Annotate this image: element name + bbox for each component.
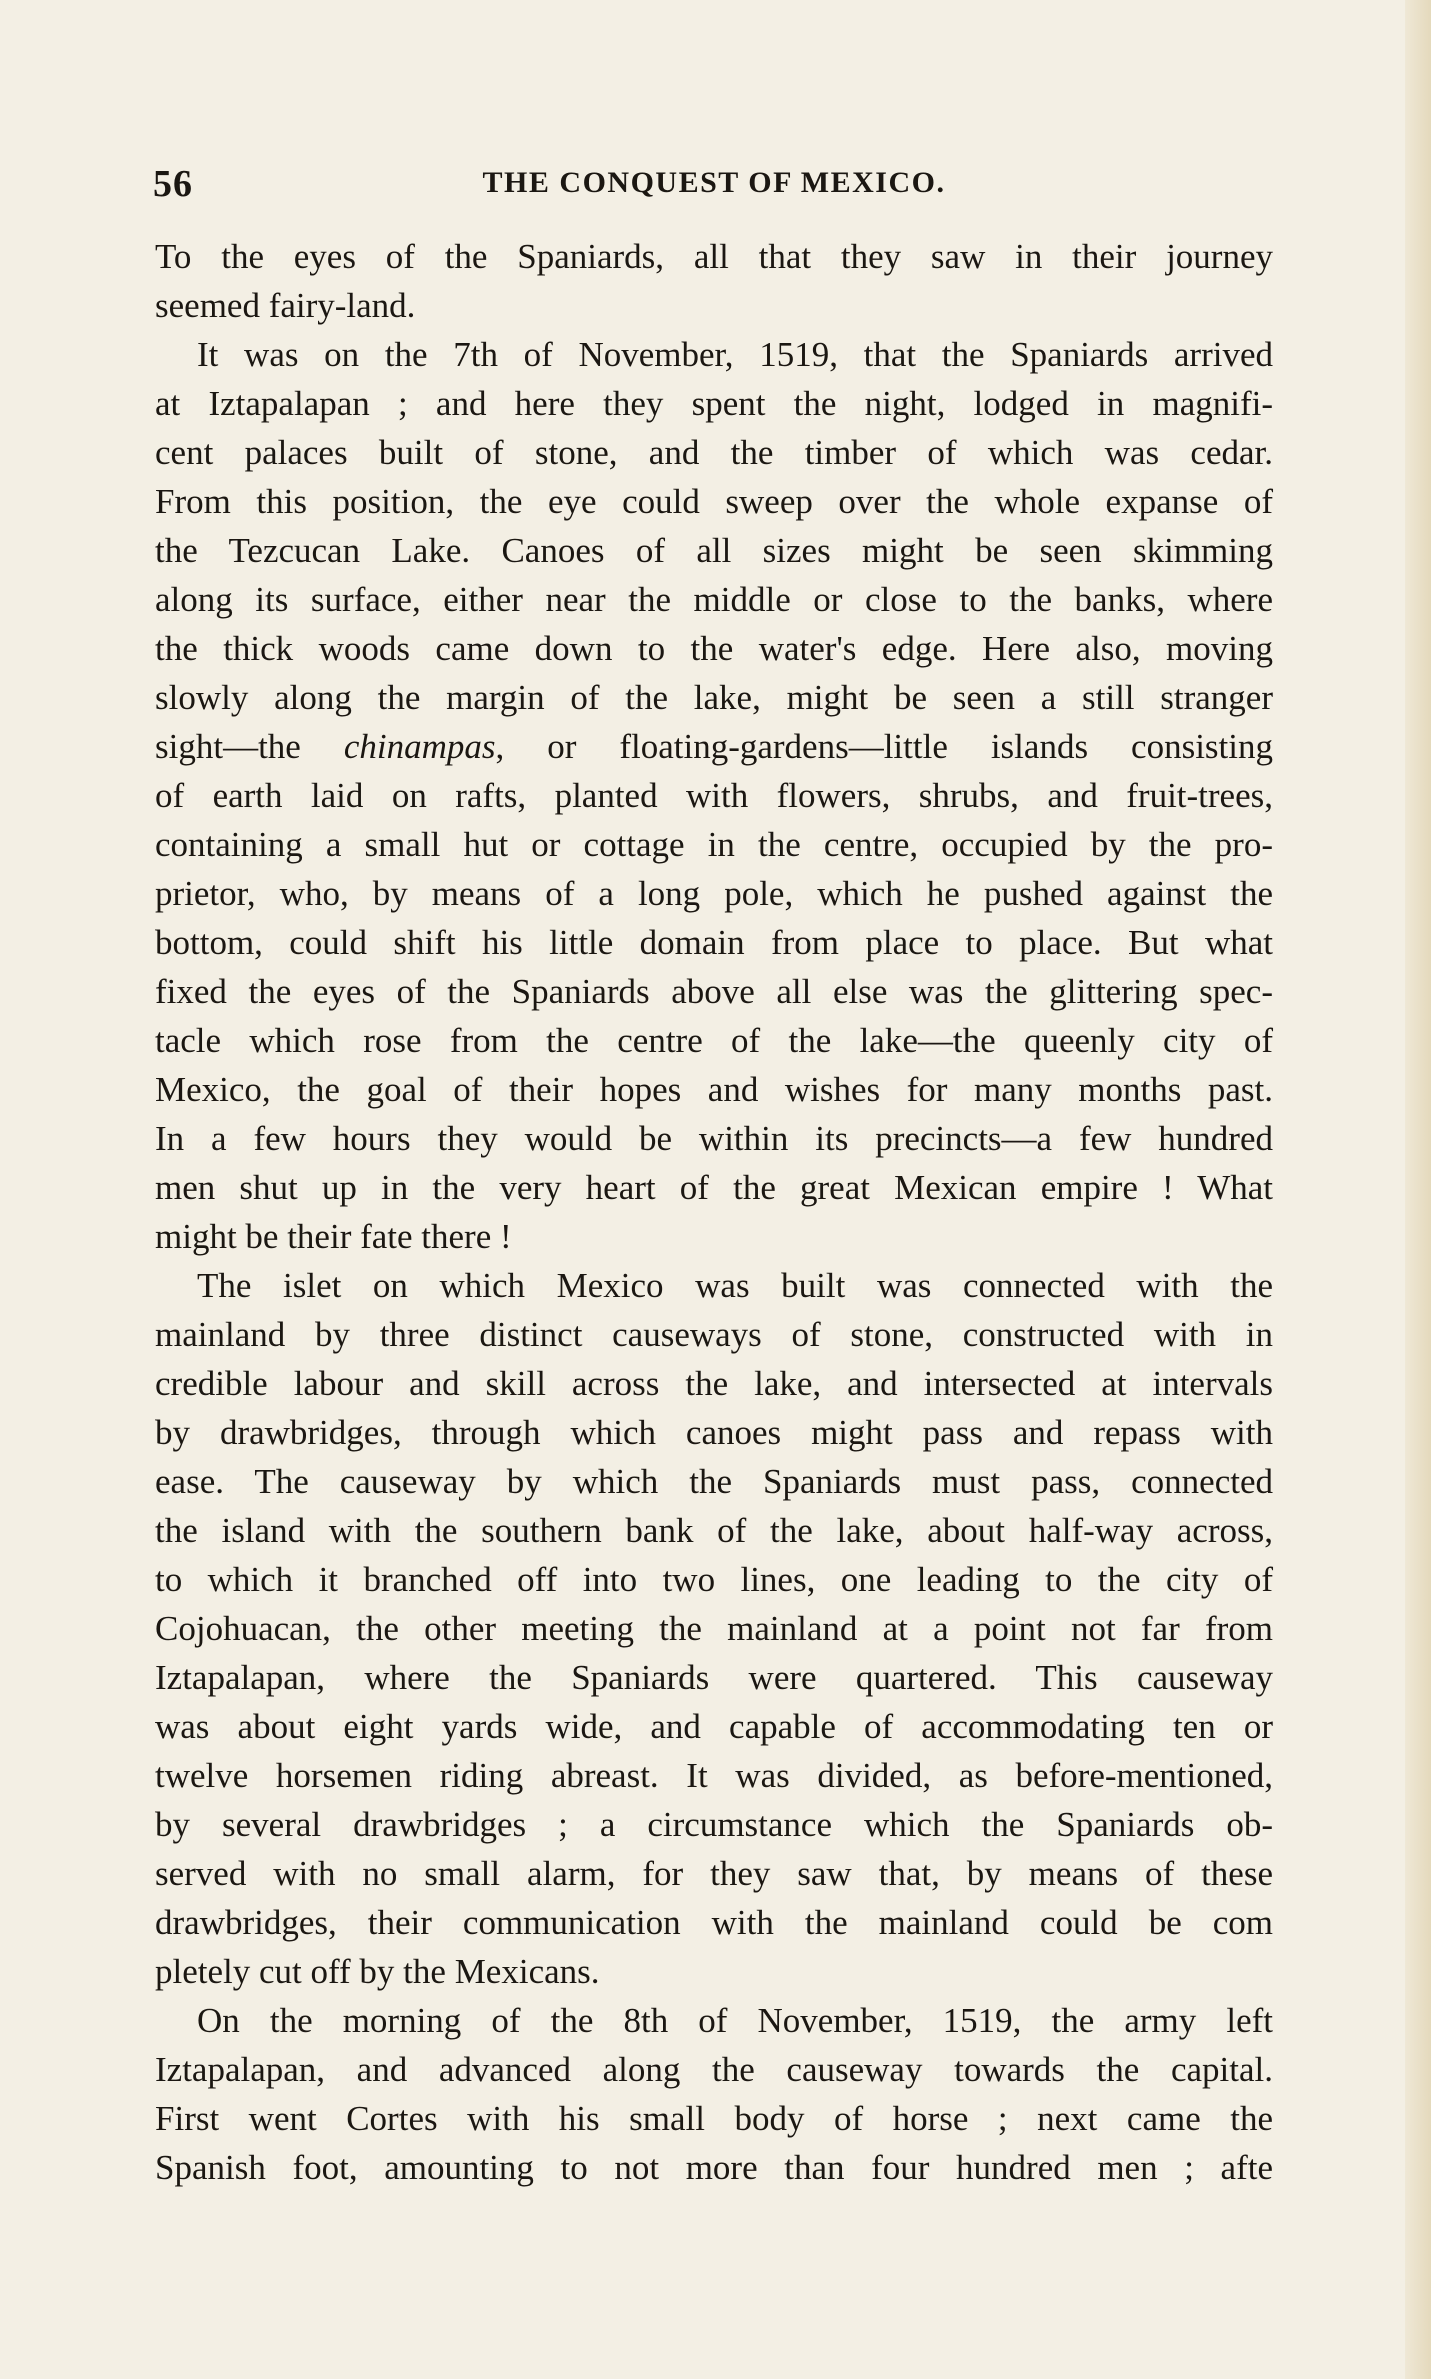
text-line: containing a small hut or cottage in the centre, occupied by the pro- — [155, 825, 1273, 864]
text-line: In a few hours they would be within its precincts—a few hundred — [155, 1119, 1273, 1158]
text-line: ease. The causeway by which the Spaniards must pass, connected — [155, 1462, 1273, 1501]
text-line: twelve horsemen riding abreast. It was divided, as before-mentioned, — [155, 1756, 1273, 1795]
page-number: 56 — [153, 163, 193, 205]
running-title: THE CONQUEST OF MEXICO. — [482, 166, 946, 199]
text-line: the island with the southern bank of the lake, about half-way across, — [155, 1511, 1273, 1550]
page-header — [153, 162, 1275, 212]
text-line: pletely cut off by the Mexicans. — [155, 1952, 600, 1991]
text-line: to which it branched off into two lines, one leading to the city of — [155, 1560, 1273, 1599]
text-line: by drawbridges, through which canoes might pass and repass with — [155, 1413, 1273, 1452]
text-line: sight—the chinampas, or floating-gardens—little islands consisting — [155, 727, 1273, 766]
paragraph-start-line: The islet on which Mexico was built was connected with the — [197, 1266, 1273, 1305]
text-line: of earth laid on rafts, planted with flowers, shrubs, and fruit-trees, — [155, 776, 1273, 815]
text-line: cent palaces built of stone, and the timber of which was cedar. — [155, 433, 1273, 472]
text-line: at Iztapalapan ; and here they spent the night, lodged in magnifi- — [155, 384, 1273, 423]
italic-term: chinampas — [343, 727, 496, 766]
text-line: Iztapalapan, where the Spaniards were quartered. This causeway — [155, 1658, 1273, 1697]
text-line: fixed the eyes of the Spaniards above all else was the glittering spec- — [155, 972, 1273, 1011]
paragraph-start-line: It was on the 7th of November, 1519, that the Spaniards arrived — [197, 335, 1273, 374]
text-line: along its surface, either near the middle or close to the banks, where — [155, 580, 1273, 619]
text-line: To the eyes of the Spaniards, all that they saw in their journey — [155, 237, 1273, 276]
text-line: First went Cortes with his small body of horse ; next came the — [155, 2099, 1273, 2138]
text-line: slowly along the margin of the lake, might be seen a still stranger — [155, 678, 1273, 717]
page-edge — [1405, 0, 1431, 2379]
text-line: bottom, could shift his little domain from place to place. But what — [155, 923, 1273, 962]
text-line: tacle which rose from the centre of the lake—the queenly city of — [155, 1021, 1273, 1060]
text-line: served with no small alarm, for they saw that, by means of these — [155, 1854, 1273, 1893]
text-line: by several drawbridges ; a circumstance which the Spaniards ob- — [155, 1805, 1273, 1844]
text-line: might be their fate there ! — [155, 1217, 512, 1256]
body-text — [155, 232, 1273, 2192]
paragraph-start-line: On the morning of the 8th of November, 1519, the army left — [197, 2001, 1273, 2040]
text-line: seemed fairy-land. — [155, 286, 416, 325]
text-line: From this position, the eye could sweep over the whole expanse of — [155, 482, 1273, 521]
text-line: drawbridges, their communication with the mainland could be com — [155, 1903, 1273, 1942]
text-line: credible labour and skill across the lake, and intersected at intervals — [155, 1364, 1273, 1403]
text-line: Spanish foot, amounting to not more than four hundred men ; afte — [155, 2148, 1273, 2187]
text-line: the Tezcucan Lake. Canoes of all sizes might be seen skimming — [155, 531, 1273, 570]
text-line: men shut up in the very heart of the great Mexican empire ! What — [155, 1168, 1273, 1207]
text-line: Cojohuacan, the other meeting the mainland at a point not far from — [155, 1609, 1273, 1648]
text-line: was about eight yards wide, and capable of accommodating ten or — [155, 1707, 1273, 1746]
text-line: the thick woods came down to the water's edge. Here also, moving — [155, 629, 1273, 668]
text-line: Mexico, the goal of their hopes and wishes for many months past. — [155, 1070, 1273, 1109]
text-line: Iztapalapan, and advanced along the causeway towards the capital. — [155, 2050, 1273, 2089]
text-line: prietor, who, by means of a long pole, which he pushed against the — [155, 874, 1273, 913]
text-line: mainland by three distinct causeways of stone, constructed with in — [155, 1315, 1273, 1354]
